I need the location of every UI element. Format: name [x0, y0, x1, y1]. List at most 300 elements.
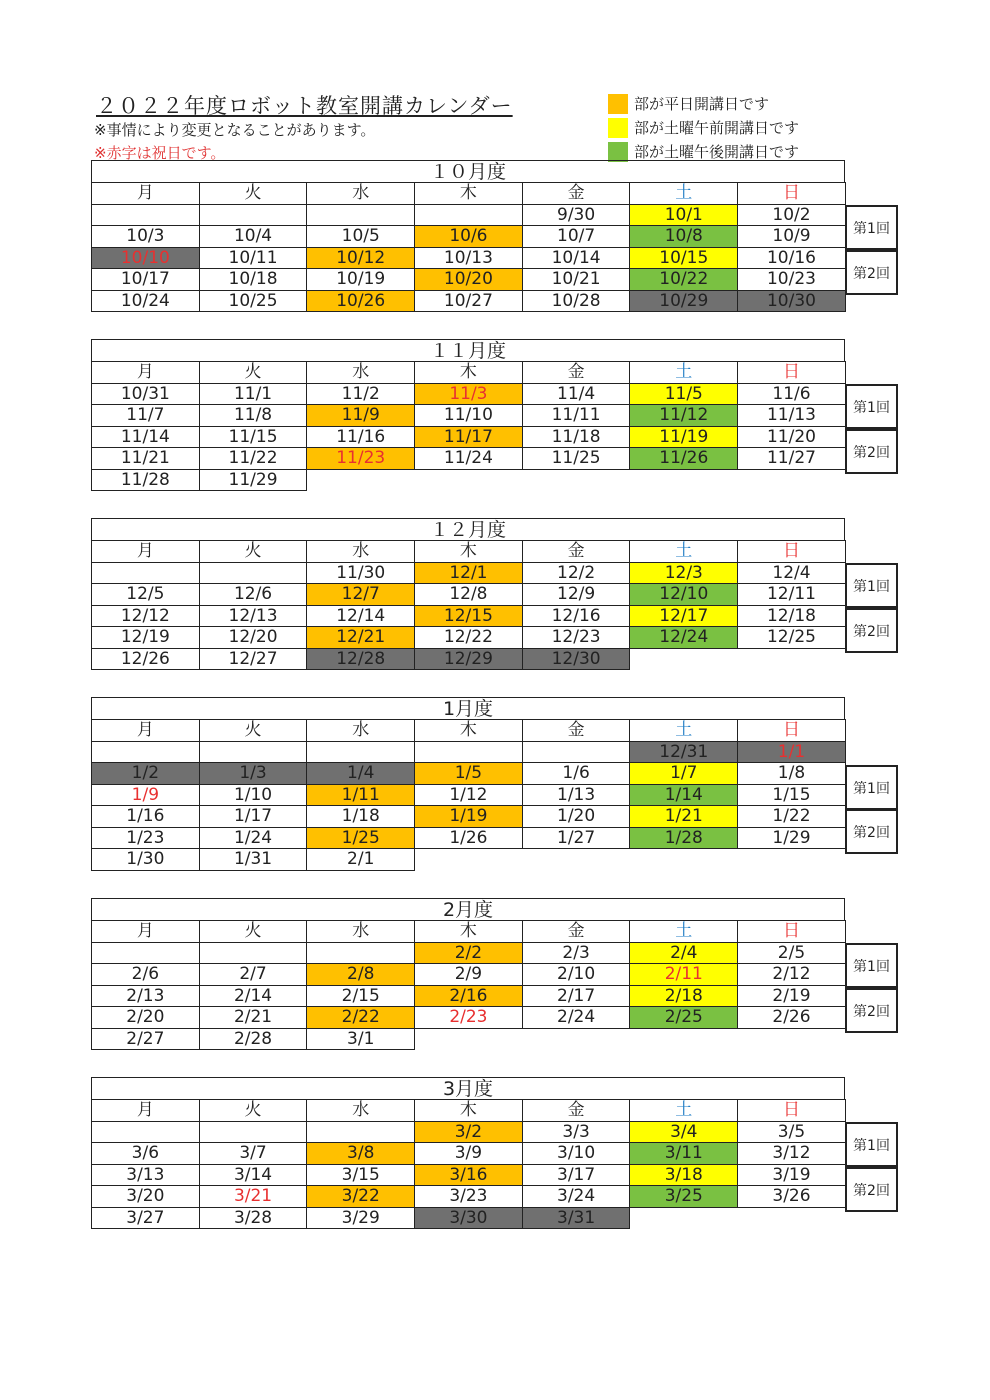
day-cell: 1/16 [92, 806, 200, 828]
day-cell: 12/17 [630, 605, 738, 627]
weekday-header: 木 [415, 362, 523, 384]
weekday-header: 金 [522, 541, 630, 563]
weekday-header: 日 [738, 183, 846, 205]
day-cell: 3/7 [199, 1143, 307, 1165]
day-cell: 2/4 [630, 942, 738, 964]
day-cell: 12/24 [630, 627, 738, 649]
month-table [91, 920, 846, 1050]
week-row [92, 426, 846, 448]
session-2-label: 第2回 [845, 809, 898, 854]
week-row [92, 763, 846, 785]
week-row [92, 269, 846, 291]
day-cell: 2/6 [92, 964, 200, 986]
day-cell: 3/29 [307, 1207, 415, 1229]
day-cell: 3/15 [307, 1164, 415, 1186]
day-cell: 2/18 [630, 985, 738, 1007]
week-row [92, 1143, 846, 1165]
no-cell [630, 648, 738, 670]
weekday-header: 木 [415, 541, 523, 563]
day-cell: 3/25 [630, 1186, 738, 1208]
day-cell: 11/8 [199, 405, 307, 427]
day-cell: 11/5 [630, 383, 738, 405]
day-cell: 12/6 [199, 584, 307, 606]
day-cell: 11/30 [307, 562, 415, 584]
note-holiday-notice: ※赤字は祝日です。 [94, 144, 226, 162]
day-cell: 10/13 [415, 247, 523, 269]
weekday-header: 土 [630, 921, 738, 943]
day-cell: 1/7 [630, 763, 738, 785]
day-cell: 2/22 [307, 1007, 415, 1029]
week-row [92, 247, 846, 269]
day-cell: 1/30 [92, 849, 200, 871]
weekday-header: 月 [92, 720, 200, 742]
weekday-header: 日 [738, 362, 846, 384]
session-1-label: 第1回 [845, 943, 898, 988]
day-cell: 12/12 [92, 605, 200, 627]
empty-day-cell [522, 741, 630, 763]
weekday-header: 月 [92, 1100, 200, 1122]
session-1-label: 第1回 [845, 563, 898, 608]
month-table [91, 1099, 846, 1229]
weekday-header: 土 [630, 541, 738, 563]
day-cell: 12/31 [630, 741, 738, 763]
day-cell: 3/4 [630, 1121, 738, 1143]
weekday-header: 火 [199, 183, 307, 205]
weekday-header: 土 [630, 1100, 738, 1122]
day-cell: 10/1 [630, 204, 738, 226]
weekday-header: 水 [307, 183, 415, 205]
session-2-label: 第2回 [845, 1167, 898, 1212]
day-cell: 12/29 [415, 648, 523, 670]
no-cell [738, 1207, 846, 1229]
day-cell: 3/31 [522, 1207, 630, 1229]
day-cell: 2/20 [92, 1007, 200, 1029]
month-title: １１月度 [91, 339, 845, 361]
legend-label: 部が平日開講日です [634, 95, 770, 113]
day-cell: 12/21 [307, 627, 415, 649]
day-cell: 3/13 [92, 1164, 200, 1186]
day-cell: 2/3 [522, 942, 630, 964]
weekday-header: 金 [522, 720, 630, 742]
week-row [92, 627, 846, 649]
session-1-label: 第1回 [845, 1122, 898, 1167]
session-1-label: 第1回 [845, 205, 898, 250]
day-cell: 1/29 [738, 827, 846, 849]
empty-day-cell [92, 741, 200, 763]
session-2-label: 第2回 [845, 250, 898, 295]
day-cell: 11/25 [522, 448, 630, 470]
week-row [92, 383, 846, 405]
weekday-header: 水 [307, 362, 415, 384]
day-cell: 11/20 [738, 426, 846, 448]
day-cell: 10/9 [738, 226, 846, 248]
day-cell: 12/1 [415, 562, 523, 584]
day-cell: 10/16 [738, 247, 846, 269]
day-cell: 3/8 [307, 1143, 415, 1165]
day-cell: 12/25 [738, 627, 846, 649]
legend-item-weekday [608, 92, 799, 115]
week-row [92, 1028, 846, 1050]
no-cell [738, 1028, 846, 1050]
day-cell: 10/4 [199, 226, 307, 248]
day-cell: 1/13 [522, 784, 630, 806]
month-calendar [91, 898, 846, 1050]
month-calendar [91, 1077, 846, 1229]
weekday-header: 火 [199, 541, 307, 563]
day-cell: 3/23 [415, 1186, 523, 1208]
day-cell: 2/17 [522, 985, 630, 1007]
day-cell: 10/12 [307, 247, 415, 269]
legend-item-sat-am [608, 116, 799, 139]
week-row [92, 827, 846, 849]
weekday-header: 日 [738, 541, 846, 563]
empty-day-cell [92, 1121, 200, 1143]
empty-day-cell [92, 562, 200, 584]
day-cell: 10/21 [522, 269, 630, 291]
empty-day-cell [199, 562, 307, 584]
day-cell: 12/18 [738, 605, 846, 627]
weekday-header: 水 [307, 1100, 415, 1122]
day-cell: 10/30 [738, 290, 846, 312]
day-cell: 1/8 [738, 763, 846, 785]
month-calendar [91, 518, 846, 670]
legend-label: 部が土曜午後開講日です [634, 143, 800, 161]
day-cell: 3/24 [522, 1186, 630, 1208]
day-cell: 1/11 [307, 784, 415, 806]
empty-day-cell [307, 1121, 415, 1143]
day-cell: 3/12 [738, 1143, 846, 1165]
day-cell: 10/29 [630, 290, 738, 312]
day-cell: 10/22 [630, 269, 738, 291]
day-cell: 11/6 [738, 383, 846, 405]
empty-day-cell [199, 1121, 307, 1143]
day-cell: 12/15 [415, 605, 523, 627]
day-cell: 12/9 [522, 584, 630, 606]
week-row [92, 806, 846, 828]
session-2-label: 第2回 [845, 429, 898, 474]
day-cell: 12/16 [522, 605, 630, 627]
day-cell: 3/30 [415, 1207, 523, 1229]
weekday-header: 金 [522, 183, 630, 205]
day-cell: 2/11 [630, 964, 738, 986]
day-cell: 11/11 [522, 405, 630, 427]
day-cell: 1/23 [92, 827, 200, 849]
day-cell: 12/26 [92, 648, 200, 670]
day-cell: 12/22 [415, 627, 523, 649]
day-cell: 10/7 [522, 226, 630, 248]
day-cell: 1/20 [522, 806, 630, 828]
day-cell: 11/26 [630, 448, 738, 470]
month-table [91, 719, 846, 871]
no-cell [630, 1028, 738, 1050]
day-cell: 1/19 [415, 806, 523, 828]
day-cell: 12/11 [738, 584, 846, 606]
day-cell: 3/9 [415, 1143, 523, 1165]
day-cell: 10/5 [307, 226, 415, 248]
day-cell: 10/11 [199, 247, 307, 269]
day-cell: 2/8 [307, 964, 415, 986]
day-cell: 1/9 [92, 784, 200, 806]
day-cell: 11/27 [738, 448, 846, 470]
weekday-header: 火 [199, 921, 307, 943]
day-cell: 3/22 [307, 1186, 415, 1208]
day-cell: 1/25 [307, 827, 415, 849]
day-cell: 2/16 [415, 985, 523, 1007]
day-cell: 10/17 [92, 269, 200, 291]
weekday-header: 火 [199, 720, 307, 742]
legend-swatch-yellow [608, 118, 628, 138]
legend [608, 92, 799, 164]
week-row [92, 584, 846, 606]
no-cell [738, 469, 846, 491]
day-cell: 1/22 [738, 806, 846, 828]
day-cell: 10/26 [307, 290, 415, 312]
weekday-header: 木 [415, 183, 523, 205]
weekday-header: 月 [92, 183, 200, 205]
day-cell: 1/15 [738, 784, 846, 806]
day-cell: 3/1 [307, 1028, 415, 1050]
day-cell: 2/25 [630, 1007, 738, 1029]
day-cell: 11/13 [738, 405, 846, 427]
day-cell: 10/19 [307, 269, 415, 291]
weekday-header: 金 [522, 1100, 630, 1122]
day-cell: 1/2 [92, 763, 200, 785]
month-title: １０月度 [91, 160, 845, 182]
day-cell: 10/6 [415, 226, 523, 248]
month-calendar [91, 697, 846, 871]
week-row [92, 226, 846, 248]
weekday-header: 水 [307, 541, 415, 563]
day-cell: 10/28 [522, 290, 630, 312]
day-cell: 3/27 [92, 1207, 200, 1229]
day-cell: 3/20 [92, 1186, 200, 1208]
day-cell: 3/16 [415, 1164, 523, 1186]
no-cell [522, 469, 630, 491]
legend-label: 部が土曜午前開講日です [634, 119, 800, 137]
weekday-header: 火 [199, 1100, 307, 1122]
week-row [92, 1186, 846, 1208]
no-cell [522, 1028, 630, 1050]
week-row [92, 648, 846, 670]
weekday-header: 日 [738, 720, 846, 742]
weekday-header-row [92, 1100, 846, 1122]
day-cell: 11/15 [199, 426, 307, 448]
day-cell: 11/21 [92, 448, 200, 470]
day-cell: 3/2 [415, 1121, 523, 1143]
day-cell: 10/3 [92, 226, 200, 248]
week-row [92, 405, 846, 427]
legend-swatch-green [608, 142, 628, 162]
day-cell: 1/3 [199, 763, 307, 785]
day-cell: 12/27 [199, 648, 307, 670]
no-cell [415, 1028, 523, 1050]
day-cell: 12/19 [92, 627, 200, 649]
day-cell: 1/18 [307, 806, 415, 828]
no-cell [738, 849, 846, 871]
day-cell: 3/14 [199, 1164, 307, 1186]
day-cell: 11/1 [199, 383, 307, 405]
week-row [92, 469, 846, 491]
session-1-label: 第1回 [845, 384, 898, 429]
day-cell: 11/24 [415, 448, 523, 470]
day-cell: 11/23 [307, 448, 415, 470]
month-calendar [91, 160, 846, 312]
session-2-label: 第2回 [845, 988, 898, 1033]
weekday-header: 水 [307, 720, 415, 742]
day-cell: 11/18 [522, 426, 630, 448]
day-cell: 3/28 [199, 1207, 307, 1229]
week-row [92, 1121, 846, 1143]
week-row [92, 562, 846, 584]
month-title: 1月度 [91, 697, 845, 719]
day-cell: 10/24 [92, 290, 200, 312]
weekday-header-row [92, 921, 846, 943]
day-cell: 10/23 [738, 269, 846, 291]
day-cell: 11/14 [92, 426, 200, 448]
day-cell: 12/8 [415, 584, 523, 606]
day-cell: 3/11 [630, 1143, 738, 1165]
day-cell: 12/10 [630, 584, 738, 606]
weekday-header: 水 [307, 921, 415, 943]
weekday-header: 火 [199, 362, 307, 384]
day-cell: 1/28 [630, 827, 738, 849]
day-cell: 2/21 [199, 1007, 307, 1029]
empty-day-cell [307, 741, 415, 763]
week-row [92, 1164, 846, 1186]
day-cell: 11/28 [92, 469, 200, 491]
day-cell: 1/27 [522, 827, 630, 849]
weekday-header: 木 [415, 921, 523, 943]
day-cell: 10/15 [630, 247, 738, 269]
empty-day-cell [307, 942, 415, 964]
week-row [92, 290, 846, 312]
day-cell: 11/19 [630, 426, 738, 448]
empty-day-cell [415, 741, 523, 763]
page-title: ２０２２年度ロボット教室開講カレンダー [96, 94, 513, 118]
weekday-header-row [92, 183, 846, 205]
day-cell: 3/10 [522, 1143, 630, 1165]
day-cell: 12/20 [199, 627, 307, 649]
day-cell: 1/31 [199, 849, 307, 871]
day-cell: 3/18 [630, 1164, 738, 1186]
day-cell: 1/1 [738, 741, 846, 763]
day-cell: 1/17 [199, 806, 307, 828]
session-1-label: 第1回 [845, 765, 898, 810]
no-cell [630, 1207, 738, 1229]
day-cell: 2/27 [92, 1028, 200, 1050]
month-table [91, 540, 846, 670]
day-cell: 1/12 [415, 784, 523, 806]
day-cell: 10/25 [199, 290, 307, 312]
day-cell: 3/5 [738, 1121, 846, 1143]
weekday-header: 木 [415, 720, 523, 742]
day-cell: 2/1 [307, 849, 415, 871]
no-cell [630, 469, 738, 491]
empty-day-cell [92, 942, 200, 964]
day-cell: 10/8 [630, 226, 738, 248]
day-cell: 3/26 [738, 1186, 846, 1208]
weekday-header: 月 [92, 541, 200, 563]
day-cell: 2/23 [415, 1007, 523, 1029]
day-cell: 12/7 [307, 584, 415, 606]
empty-day-cell [199, 204, 307, 226]
no-cell [522, 849, 630, 871]
empty-day-cell [199, 741, 307, 763]
weekday-header-row [92, 720, 846, 742]
day-cell: 2/10 [522, 964, 630, 986]
day-cell: 3/17 [522, 1164, 630, 1186]
month-title: 2月度 [91, 898, 845, 920]
day-cell: 12/23 [522, 627, 630, 649]
day-cell: 2/15 [307, 985, 415, 1007]
day-cell: 12/2 [522, 562, 630, 584]
month-title: １２月度 [91, 518, 845, 540]
day-cell: 1/5 [415, 763, 523, 785]
month-calendar [91, 339, 846, 491]
day-cell: 12/5 [92, 584, 200, 606]
day-cell: 12/28 [307, 648, 415, 670]
day-cell: 11/4 [522, 383, 630, 405]
day-cell: 9/30 [522, 204, 630, 226]
week-row [92, 605, 846, 627]
day-cell: 10/2 [738, 204, 846, 226]
day-cell: 2/28 [199, 1028, 307, 1050]
day-cell: 12/4 [738, 562, 846, 584]
no-cell [738, 648, 846, 670]
weekday-header: 木 [415, 1100, 523, 1122]
day-cell: 3/21 [199, 1186, 307, 1208]
day-cell: 1/14 [630, 784, 738, 806]
day-cell: 10/31 [92, 383, 200, 405]
day-cell: 11/16 [307, 426, 415, 448]
weekday-header: 金 [522, 921, 630, 943]
session-2-label: 第2回 [845, 608, 898, 653]
weekday-header-row [92, 362, 846, 384]
week-row [92, 741, 846, 763]
day-cell: 10/18 [199, 269, 307, 291]
day-cell: 2/5 [738, 942, 846, 964]
week-row [92, 448, 846, 470]
empty-day-cell [415, 204, 523, 226]
day-cell: 10/10 [92, 247, 200, 269]
day-cell: 12/13 [199, 605, 307, 627]
day-cell: 12/30 [522, 648, 630, 670]
day-cell: 11/29 [199, 469, 307, 491]
day-cell: 11/17 [415, 426, 523, 448]
week-row [92, 964, 846, 986]
day-cell: 2/12 [738, 964, 846, 986]
day-cell: 3/19 [738, 1164, 846, 1186]
empty-day-cell [307, 204, 415, 226]
weekday-header: 日 [738, 1100, 846, 1122]
day-cell: 11/7 [92, 405, 200, 427]
empty-day-cell [199, 942, 307, 964]
note-change-notice: ※事情により変更となることがあります。 [94, 121, 376, 139]
empty-day-cell [92, 204, 200, 226]
day-cell: 1/26 [415, 827, 523, 849]
day-cell: 11/10 [415, 405, 523, 427]
week-row [92, 784, 846, 806]
day-cell: 1/6 [522, 763, 630, 785]
day-cell: 1/10 [199, 784, 307, 806]
no-cell [415, 849, 523, 871]
day-cell: 2/2 [415, 942, 523, 964]
week-row [92, 942, 846, 964]
day-cell: 11/3 [415, 383, 523, 405]
weekday-header: 月 [92, 362, 200, 384]
day-cell: 11/22 [199, 448, 307, 470]
week-row [92, 985, 846, 1007]
